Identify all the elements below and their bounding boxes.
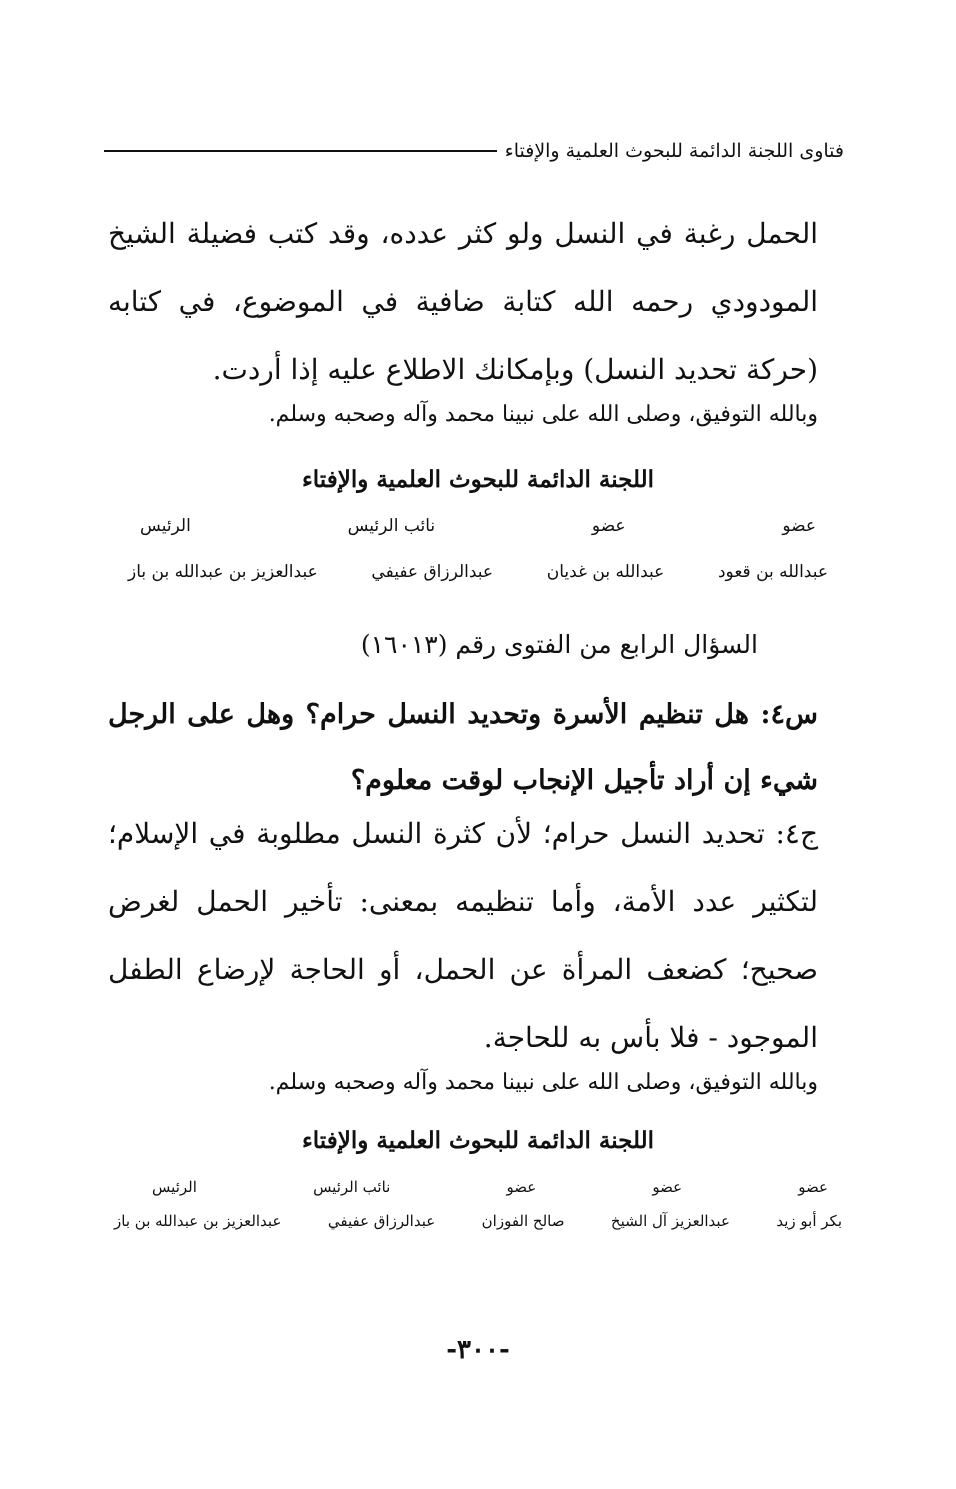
intro-paragraph: الحمل رغبة في النسل ولو كثر عدده، وقد كتب فضيلة الشيخ المودودي رحمه الله كتابة ضافية في الموضوع، في كتابه (حركة تحديد النسل) وبإمكانك الاطلاع عليه إذا أردت. <box>108 217 818 386</box>
closing-formula-2: وبالله التوفيق، وصلى الله على نبينا محمد وآله وصحبه وسلم. <box>268 1070 818 1095</box>
signatory-roles-2 <box>152 1178 828 1196</box>
page-number: -٣٠٠- <box>446 1335 510 1365</box>
signatory-name: عبدالعزيز آل الشيخ <box>610 1212 730 1230</box>
signatory-name: عبدالله بن قعود <box>717 562 828 582</box>
role-member: عضو <box>652 1178 683 1196</box>
fatwa-reference: السؤال الرابع من الفتوى رقم (١٦٠١٣) <box>360 630 758 659</box>
committee-title-1: اللجنة الدائمة للبحوث العلمية والإفتاء <box>301 466 655 493</box>
role-chairman: الرئيس <box>140 516 191 536</box>
signatory-names-2 <box>114 1212 842 1230</box>
header-rule <box>104 150 497 152</box>
answer-text: ج٤: تحديد النسل حرام؛ لأن كثرة النسل مطلوبة في الإسلام؛ لتكثير عدد الأمة، وأما تنظيمه بمعنى: تأخير الحمل لغرض صحيح؛ كضعف المرأة عن الحمل، أو الحاجة لإرضاع الطفل الموجود - فلا بأس به للحاجة. <box>108 817 819 1054</box>
closing-formula-1: وبالله التوفيق، وصلى الله على نبينا محمد وآله وصحبه وسلم. <box>268 402 818 427</box>
role-vice-chairman: نائب الرئيس <box>313 1178 391 1196</box>
signatory-name: عبدالرزاق عفيفي <box>327 1212 436 1230</box>
signatory-name: عبدالرزاق عفيفي <box>371 562 494 582</box>
signatory-name: عبدالعزيز بن عبدالله بن باز <box>114 1212 282 1230</box>
role-member: عضو <box>506 1178 537 1196</box>
role-vice-chairman: نائب الرئيس <box>347 516 436 536</box>
signatory-name: بكر أبو زيد <box>776 1212 842 1230</box>
committee-title-2: اللجنة الدائمة للبحوث العلمية والإفتاء <box>301 1127 655 1154</box>
signatory-roles-1 <box>140 516 816 536</box>
role-chairman: الرئيس <box>152 1178 197 1196</box>
signatory-name: عبدالله بن غديان <box>546 562 665 582</box>
signatory-name: صالح الفوزان <box>481 1212 565 1230</box>
role-member: عضو <box>591 516 626 536</box>
signatory-name: عبدالعزيز بن عبدالله بن باز <box>128 562 318 582</box>
question-text: س٤: هل تنظيم الأسرة وتحديد النسل حرام؟ وهل على الرجل شيء إن أراد تأجيل الإنجاب لوقت معلوم؟ <box>108 699 818 796</box>
header-title: فتاوى اللجنة الدائمة للبحوث العلمية والإفتاء <box>504 140 844 162</box>
role-member: عضو <box>782 516 816 536</box>
signatory-names-1 <box>128 562 828 582</box>
running-header <box>104 140 844 162</box>
role-member: عضو <box>798 1178 828 1196</box>
